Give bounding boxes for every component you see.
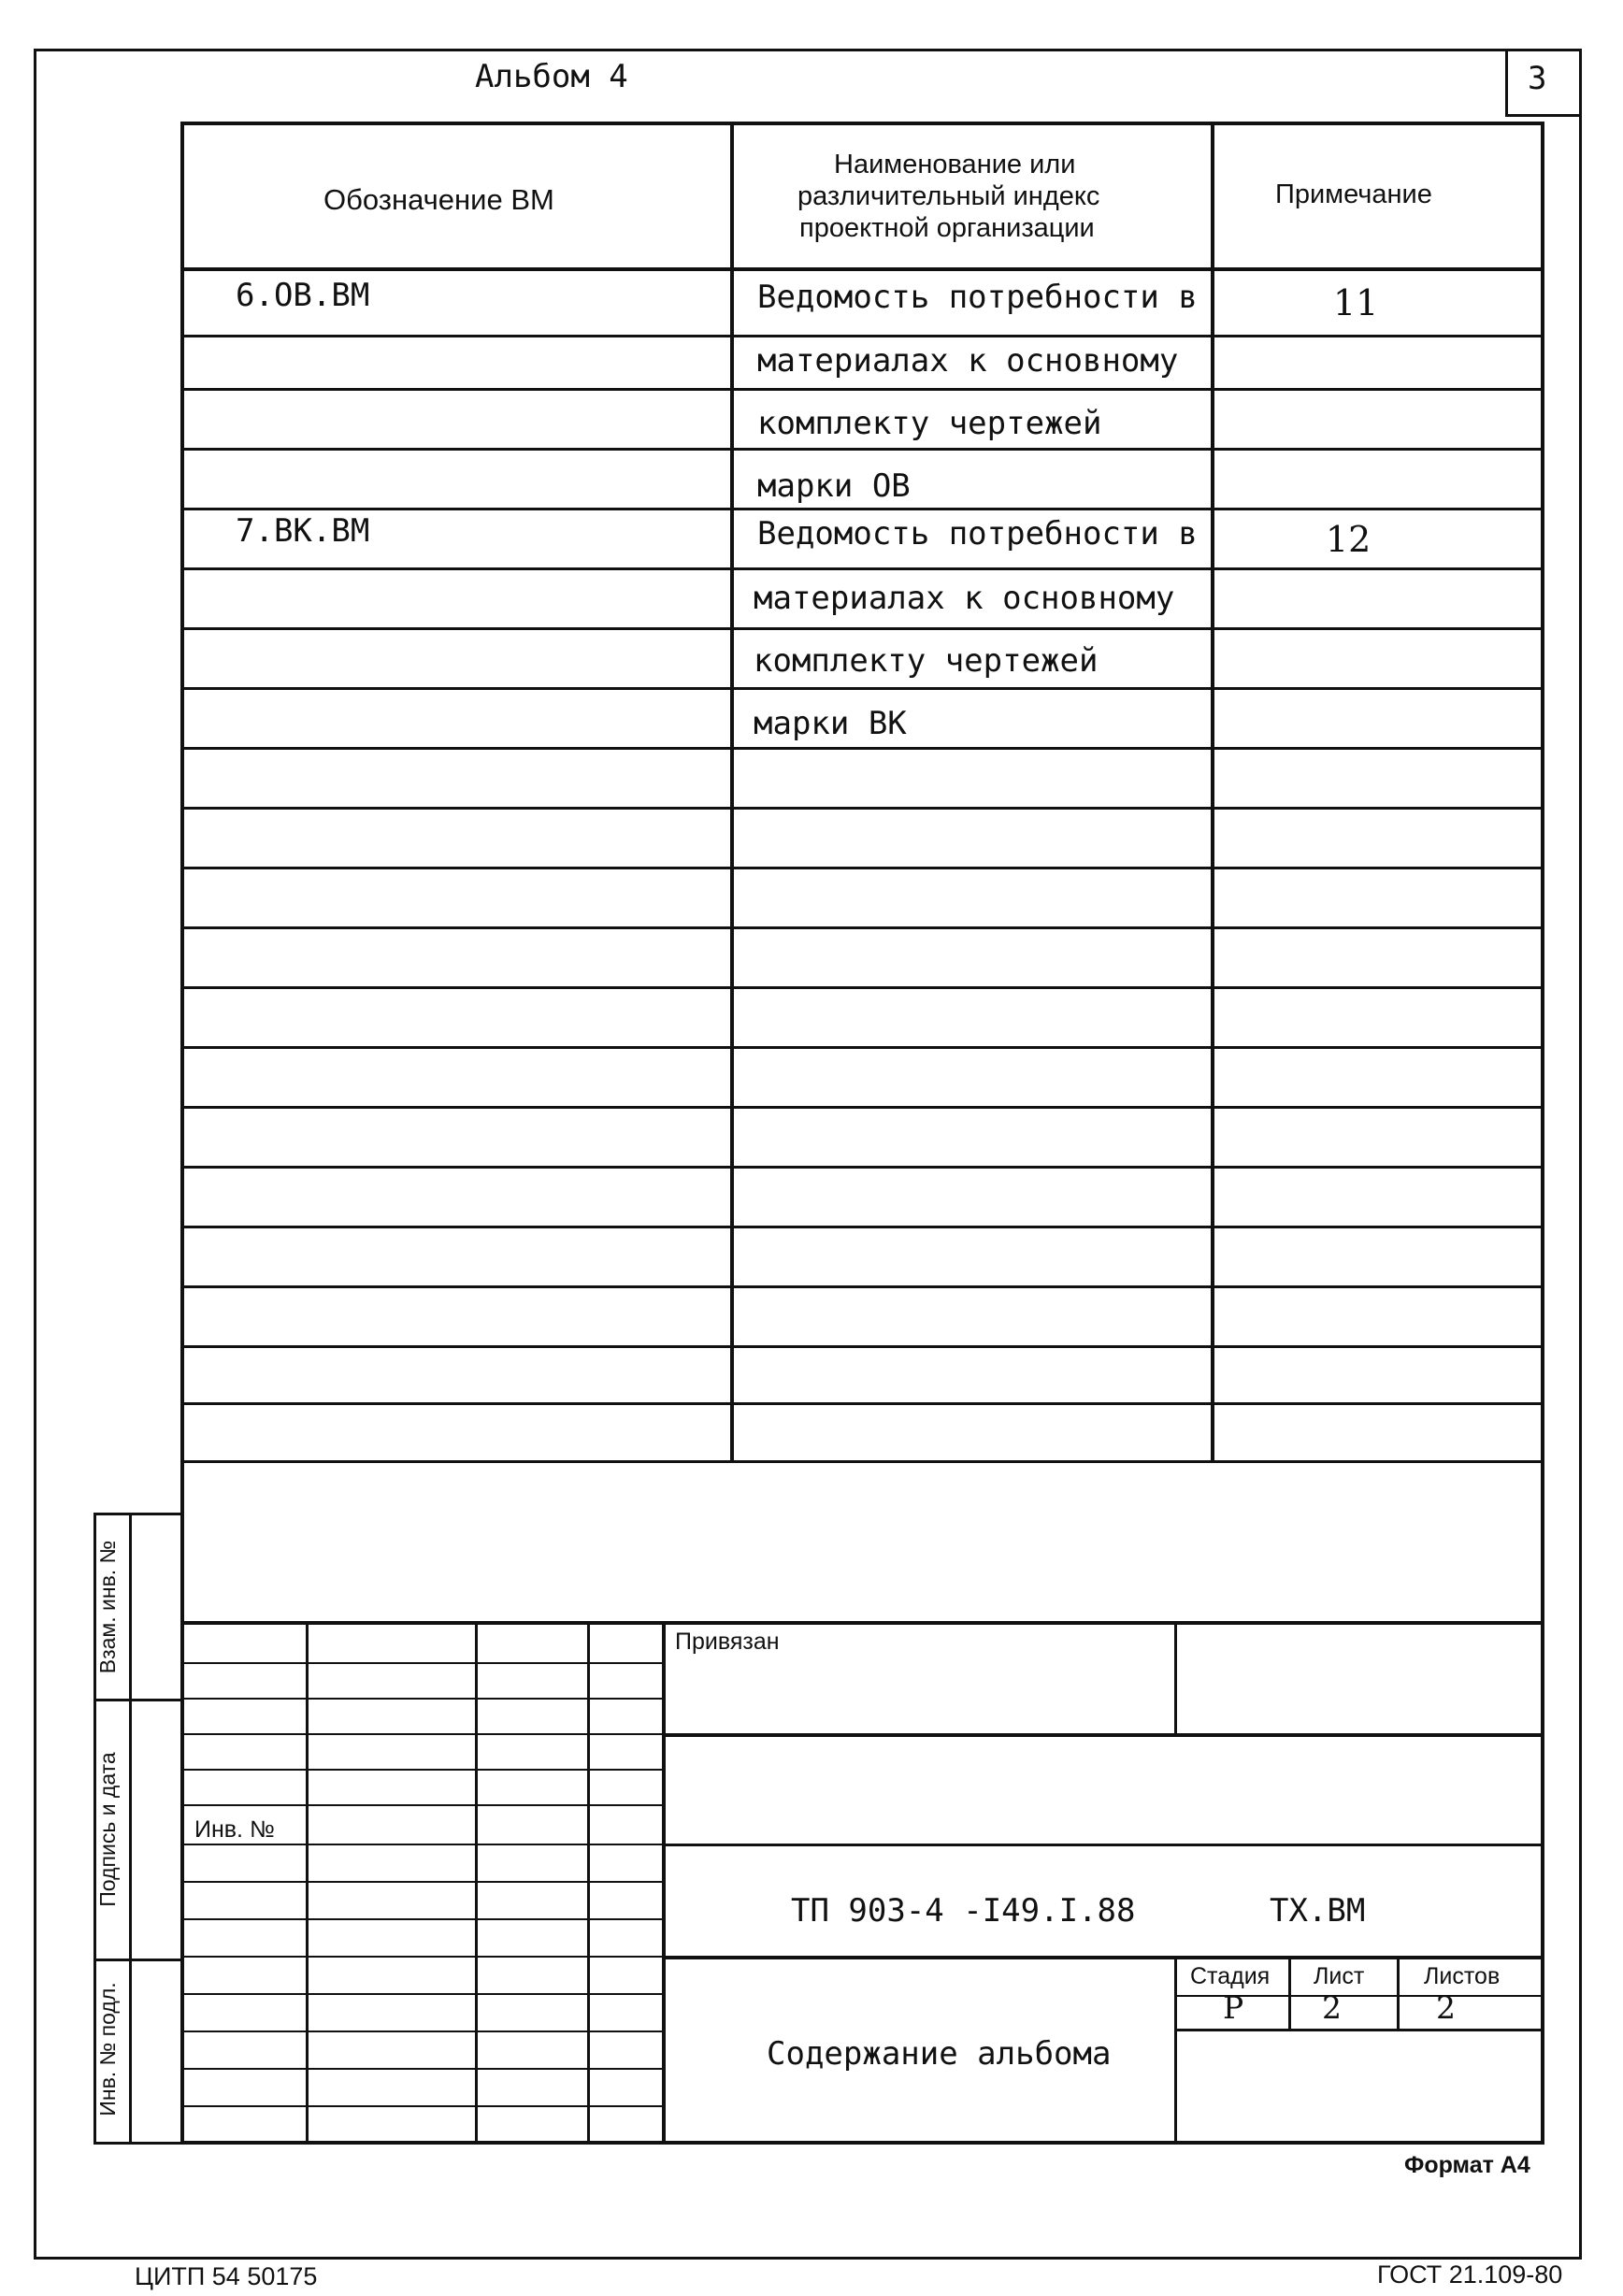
frame-bottom <box>34 2257 1582 2260</box>
document-code: ТП 903-4 -I49.I.88 <box>791 1892 1136 1930</box>
entry-name-line: марки ВК <box>754 705 907 742</box>
entry-name-line: комплекту чертежей <box>757 405 1102 442</box>
stage-value: Р <box>1223 1989 1244 2026</box>
entry-note: 12 <box>1326 519 1372 560</box>
entry-name-line: материалах к основному <box>754 580 1175 617</box>
frame-left <box>34 49 36 2259</box>
sheet-label: Лист <box>1314 1963 1365 1989</box>
document-mark: ТХ.ВМ <box>1270 1892 1366 1930</box>
inv-label: Инв. № <box>194 1816 275 1843</box>
entry-designation: 7.ВК.ВМ <box>236 512 370 550</box>
sheets-value: 2 <box>1436 1989 1456 2026</box>
side-label-inv-podl: Инв. № подл. <box>95 1982 120 2117</box>
header-designation: Обозначение ВМ <box>323 183 554 216</box>
side-label-podpis-data: Подпись и дата <box>95 1752 120 1907</box>
entry-name-line: марки ОВ <box>757 467 911 505</box>
entry-name-line: комплекту чертежей <box>754 642 1099 680</box>
entry-name-line: Ведомость потребности в <box>757 279 1198 316</box>
header-name-line1: Наименование или <box>834 150 1076 179</box>
header-note: Примечание <box>1275 179 1432 209</box>
footer-right-standard: ГОСТ 21.109-80 <box>1377 2260 1563 2289</box>
page-number: 3 <box>1528 60 1547 97</box>
format-label: Формат А4 <box>1404 2152 1530 2178</box>
header-name-line2: различительный индекс <box>797 181 1100 211</box>
entry-designation: 6.ОВ.ВМ <box>236 277 370 314</box>
privyazan-label: Привязан <box>675 1629 780 1655</box>
entry-note: 11 <box>1333 282 1379 323</box>
sheet-title: Содержание альбома <box>767 2035 1112 2073</box>
entry-name-line: Ведомость потребности в <box>757 515 1198 552</box>
album-title: Альбом 4 <box>475 58 628 95</box>
side-label-vzam-inv: Взам. инв. № <box>95 1540 120 1674</box>
header-name-line3: проектной организации <box>799 213 1095 243</box>
frame-right <box>1579 49 1582 2259</box>
sheet-value: 2 <box>1322 1989 1342 2026</box>
frame-top <box>34 49 1582 51</box>
stage-label: Стадия <box>1190 1963 1271 1989</box>
sheets-label: Листов <box>1424 1963 1501 1989</box>
entry-name-line: материалах к основному <box>757 342 1179 380</box>
footer-left-code: ЦИТП 54 50175 <box>135 2262 318 2290</box>
